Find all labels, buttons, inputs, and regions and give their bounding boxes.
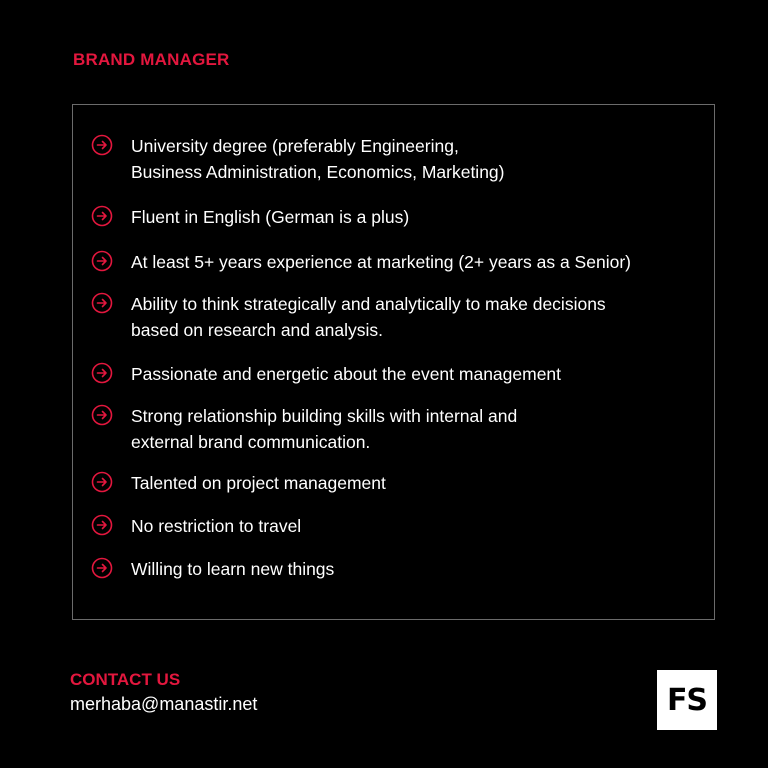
- requirement-item: [91, 513, 301, 539]
- arrow-right-circle-icon: [91, 292, 113, 314]
- requirement-item: [91, 361, 561, 387]
- requirement-text: Strong relationship building skills with internal and external brand communication.: [131, 406, 518, 452]
- requirement-item: [91, 133, 504, 185]
- requirement-text: Passionate and energetic about the event management: [131, 364, 562, 384]
- arrow-right-circle-icon: [91, 205, 113, 227]
- requirement-item: [91, 556, 334, 582]
- requirement-item: [91, 249, 631, 275]
- arrow-right-circle-icon: [91, 471, 113, 493]
- requirement-item: [91, 470, 386, 496]
- requirement-item: [91, 403, 517, 455]
- arrow-right-circle-icon: [91, 514, 113, 536]
- contact-email[interactable]: merhaba@manastir.net: [70, 694, 258, 714]
- requirement-item: [91, 291, 606, 343]
- requirement-text: Fluent in English (German is a plus): [131, 207, 410, 227]
- requirement-text: At least 5+ years experience at marketing (2+ years as a Senior): [131, 252, 631, 272]
- requirement-text: Talented on project management: [131, 473, 386, 493]
- requirement-text: Ability to think strategically and analytically to make decisions based on research and analysis.: [131, 294, 606, 340]
- requirement-item: [91, 204, 409, 230]
- arrow-right-circle-icon: [91, 557, 113, 579]
- arrow-right-circle-icon: [91, 362, 113, 384]
- fs-logo: [657, 670, 717, 730]
- requirement-text: No restriction to travel: [131, 516, 302, 536]
- job-title: BRAND MANAGER: [73, 50, 230, 69]
- arrow-right-circle-icon: [91, 250, 113, 272]
- arrow-right-circle-icon: [91, 134, 113, 156]
- requirement-text: University degree (preferably Engineering, Business Administration, Economics, Marketing): [131, 136, 505, 182]
- requirements-box: [72, 104, 715, 620]
- logo-text: FS: [666, 682, 708, 718]
- arrow-right-circle-icon: [91, 404, 113, 426]
- requirement-text: Willing to learn new things: [131, 559, 335, 579]
- contact-label: CONTACT US: [70, 670, 181, 689]
